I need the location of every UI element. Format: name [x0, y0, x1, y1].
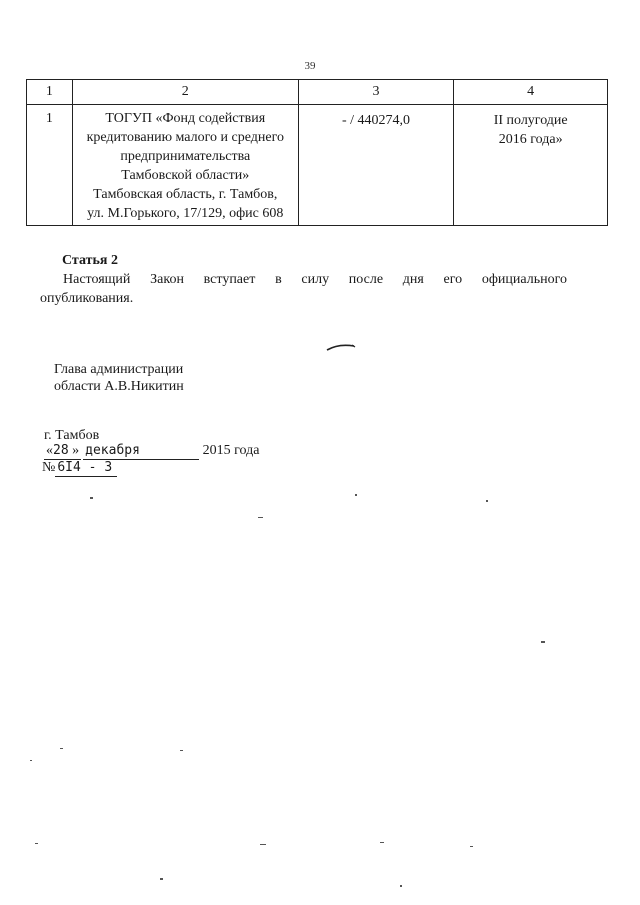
- period-cell: [454, 105, 608, 226]
- number-prefix: №: [42, 460, 56, 475]
- scan-speck: [541, 641, 545, 643]
- date-month-field: [83, 443, 199, 460]
- page-number: 39: [304, 60, 316, 72]
- date-day: 28: [53, 443, 69, 458]
- signatory-title: Глава администрации: [54, 362, 184, 377]
- scan-speck: [160, 878, 163, 880]
- scan-speck: [30, 760, 32, 761]
- table-header-cell: 3: [298, 80, 454, 105]
- organization-line: кредитованию малого и среднего: [86, 130, 284, 145]
- scan-speck: [470, 846, 473, 847]
- organization-cell: [72, 105, 298, 226]
- scan-speck: [486, 500, 488, 502]
- signature-stroke-icon: [326, 340, 356, 356]
- scan-speck: [258, 517, 263, 518]
- signatory-block: [54, 361, 184, 395]
- table-header-cell: 2: [72, 80, 298, 105]
- article-word: Закон: [150, 272, 184, 287]
- scan-speck: [400, 885, 402, 887]
- organization-line: Тамбовской области»: [121, 168, 250, 183]
- article-word: Настоящий: [63, 272, 131, 287]
- table-header-cell: 4: [454, 80, 608, 105]
- organization-line: предпринимательства: [120, 149, 251, 164]
- place-of-signing: г. Тамбов: [44, 428, 100, 443]
- organization-address-line: ул. М.Горького, 17/129, офис 608: [87, 206, 284, 221]
- date-open-quote: «: [46, 443, 53, 458]
- date-day-field: [44, 443, 81, 460]
- organization-line: ТОГУП «Фонд содействия: [105, 111, 266, 126]
- signing-date: [44, 443, 259, 460]
- table-header-row: [27, 80, 608, 105]
- article-text-line: [40, 270, 567, 289]
- article-word: после: [348, 272, 384, 287]
- date-month: декабря: [85, 443, 140, 458]
- law-number: [42, 460, 117, 477]
- row-number: 1: [27, 105, 73, 226]
- date-year: 2015 года: [202, 443, 260, 458]
- signatory-name: области А.В.Никитин: [54, 379, 184, 394]
- scan-speck: [60, 748, 63, 749]
- scan-speck: [260, 844, 266, 845]
- table-row: [27, 105, 608, 226]
- number-field: [55, 460, 117, 477]
- scan-speck: [90, 497, 93, 499]
- article-word: дня: [402, 272, 424, 287]
- scan-speck: [380, 842, 384, 843]
- table-header-cell: 1: [27, 80, 73, 105]
- article-word: официального: [481, 272, 567, 287]
- article-word: в: [275, 272, 282, 287]
- allocation-table: [26, 79, 608, 226]
- date-close-quote: »: [72, 443, 80, 458]
- article-text-line: опубликования.: [40, 291, 134, 306]
- period-line: 2016 года»: [498, 132, 563, 147]
- article-title: Статья 2: [62, 253, 118, 268]
- number-value: 6I4 - 3: [57, 460, 113, 475]
- scan-speck: [35, 843, 38, 844]
- organization-address-line: Тамбовская область, г. Тамбов,: [93, 187, 278, 202]
- article-body: [40, 270, 567, 308]
- scan-speck: [180, 750, 183, 751]
- article-word: вступает: [203, 272, 256, 287]
- article-word: силу: [301, 272, 330, 287]
- amount-cell: - / 440274,0: [298, 105, 454, 226]
- scan-speck: [355, 494, 357, 496]
- article-word: его: [443, 272, 463, 287]
- period-line: II полугодие: [493, 113, 568, 128]
